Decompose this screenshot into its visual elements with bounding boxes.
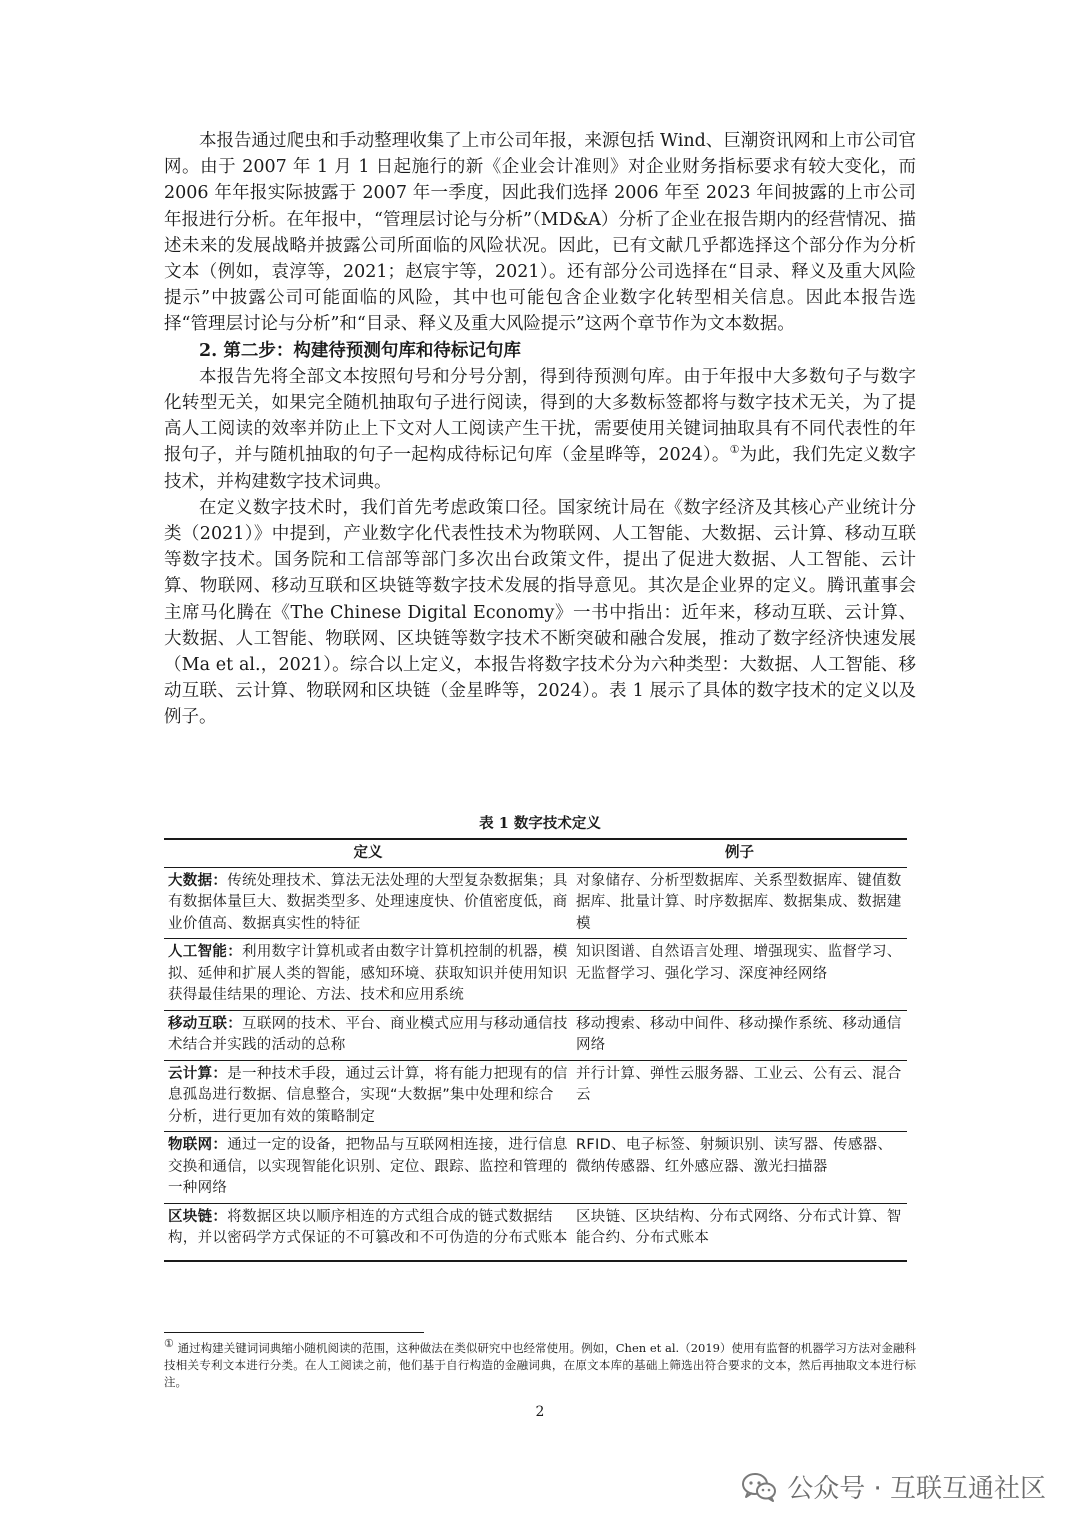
definition-text: 互联网的技术、平台、商业模式应用与移动通信技术结合并实践的活动的总称 [168,1015,568,1053]
definition-text: 传统处理技术、算法无法处理的大型复杂数据集；具有数据体量巨大、数据类型多、处理速度快、价值密度低，商业价值高、数据真实性的特征 [168,872,568,932]
table-row [164,1132,907,1204]
table-cell-definition [164,1203,572,1261]
term-label: 移动互联 [168,1015,228,1032]
table-row [164,939,907,1011]
table-cell-definition [164,1132,572,1204]
table-cell-examples: 知识图谱、自然语言处理、增强现实、监督学习、无监督学习、强化学习、深度神经网络 [572,939,907,1011]
watermark-text: 公众号 · 互联互通社区 [787,1474,1046,1504]
table-header-row [164,839,907,867]
paragraph-data-sources: 本报告通过爬虫和手动整理收集了上市公司年报，来源包括 Wind、巨潮资讯网和上市公司官网。由于 2007 年 1 月 1 日起施行的新《企业会计准则》对企业财务指标要求有较大变化，而 2006 年年报实际披露于 2007 年一季度，因此我们选择 2006 年至 2023 年间披露的上市公司年报进行分析。在年报中，“管理层讨论与分析”（MD&A）分析了企业在报告期内的经营情况、描述未来的发展战略并披露公司所面临的风险状况。因此，已有文献几乎都选择这个部分作为分析文本（例如，袁淳等，2021；赵宸宇等，2021）。还有部分公司选择在“目录、释义及重大风险提示”中披露公司可能面临的风险，其中也可能包含企业数字化转型相关信息。因此本报告选择“管理层讨论与分析”和“目录、释义及重大风险提示”这两个章节作为文本数据。 [164,131,916,335]
paragraph-sentence-library-main: 本报告先将全部文本按照句号和分号分割，得到待预测句库。由于年报中大多数句子与数字化转型无关，如果完全随机抽取句子进行阅读，得到的大多数标签都将与数字技术无关，为了提高人工阅读的效率并防止上下文对人工阅读产生干扰，需要使用关键词抽取具有不同代表性的年报句子，并与随机抽取的句子一起构成待标记句库（金星晔等，2024）。 [164,366,916,466]
table-row [164,1060,907,1132]
paragraph-sentence-library [164,364,916,495]
term-label: 大数据 [168,872,213,889]
term-label: 人工智能 [168,944,228,960]
table-cell-examples: 对象储存、分析型数据库、关系型数据库、键值数据库、批量计算、时序数据库、数据集成、数据建模 [572,867,907,939]
table-cell-definition [164,867,572,939]
page-number: 2 [535,1404,545,1420]
term-separator: ： [227,1015,243,1032]
watermark [741,1468,1046,1505]
term-separator: ： [212,1137,228,1153]
body-text [164,128,916,731]
wechat-icon [741,1472,777,1502]
definition-text: 通过一定的设备，把物品与互联网相连接，进行信息交换和通信，以实现智能化识别、定位、跟踪、监控和管理的一种网络 [168,1137,568,1196]
table-header-definition: 定义 [164,839,572,867]
table-row [164,867,907,939]
term-separator: ： [227,944,243,960]
term-label: 云计算 [168,1065,213,1082]
table-cell-examples: 移动搜索、移动中间件、移动操作系统、移动通信网络 [572,1010,907,1060]
footnote-reference[interactable]: ① [729,443,740,457]
table-cell-definition [164,1060,572,1132]
footnote-text: 通过构建关键词词典缩小随机阅读的范围，这种做法在类似研究中也经常使用。例如，Chen et al.（2019）使用有监督的机器学习方法对金融科技相关专利文本进行分类。在人工阅读之前，他们基于自行构造的金融词典，在原文本库的基础上筛选出符合要求的文本，然后再抽取文本进行标注。 [164,1341,916,1389]
table-cell-examples: 区块链、区块结构、分布式网络、分布式计算、智能合约、分布式账本 [572,1203,907,1261]
paragraph-sentence-library-tail: 为此，我们先定义数字技术，并构建数字技术词典。 [164,445,916,492]
digital-tech-table [164,838,907,1262]
definition-text: 利用数字计算机或者由数字计算机控制的机器，模拟、延伸和扩展人类的智能，感知环境、获取知识并使用知识获得最佳结果的理论、方法、技术和应用系统 [168,944,568,1003]
table-row [164,1203,907,1261]
definition-text: 是一种技术手段，通过云计算，将有能力把现有的信息孤岛进行数据、信息整合，实现“大数据”集中处理和综合分析，进行更加有效的策略制定 [168,1065,568,1125]
paragraph-tech-definition: 在定义数字技术时，我们首先考虑政策口径。国家统计局在《数字经济及其核心产业统计分类（2021）》中提到，产业数字化代表性技术为物联网、人工智能、大数据、云计算、移动互联等数字技术。国务院和工信部等部门多次出台政策文件，提出了促进大数据、人工智能、云计算、物联网、移动互联和区块链等数字技术发展的指导意见。其次是企业界的定义。腾讯董事会主席马化腾在《The Chinese Digital Economy》一书中指出：近年来，移动互联、云计算、大数据、人工智能、物联网、区块链等数字技术不断突破和融合发展，推动了数字经济快速发展（Ma et al.，2021）。综合以上定义，本报告将数字技术分为六种类型：大数据、人工智能、移动互联、云计算、物联网和区块链（金星晔等，2024）。表 1 展示了具体的数字技术的定义以及例子。 [164,497,916,728]
table-header-examples: 例子 [572,839,907,867]
table-cell-definition [164,939,572,1011]
section-heading-step2: 2. 第二步：构建待预测句库和待标记句库 [199,340,521,361]
footnote-mark: ① [164,1337,174,1351]
table-cell-examples: RFID、电子标签、射频识别、读写器、传感器、微纳传感器、红外感应器、激光扫描器 [572,1132,907,1204]
footnote-divider [164,1332,424,1333]
table-cell-definition [164,1010,572,1060]
table-cell-examples: 并行计算、弹性云服务器、工业云、公有云、混合云 [572,1060,907,1132]
term-label: 物联网 [168,1137,213,1153]
term-separator: ： [212,1208,228,1225]
term-separator: ： [212,872,228,889]
term-separator: ： [212,1065,228,1082]
definition-text: 将数据区块以顺序相连的方式组合成的链式数据结构，并以密码学方式保证的不可篡改和不可伪造的分布式账本 [168,1208,568,1246]
table-row [164,1010,907,1060]
term-label: 区块链 [168,1208,213,1225]
footnote [164,1337,916,1391]
table-caption: 表 1 数字技术定义 [479,815,601,832]
